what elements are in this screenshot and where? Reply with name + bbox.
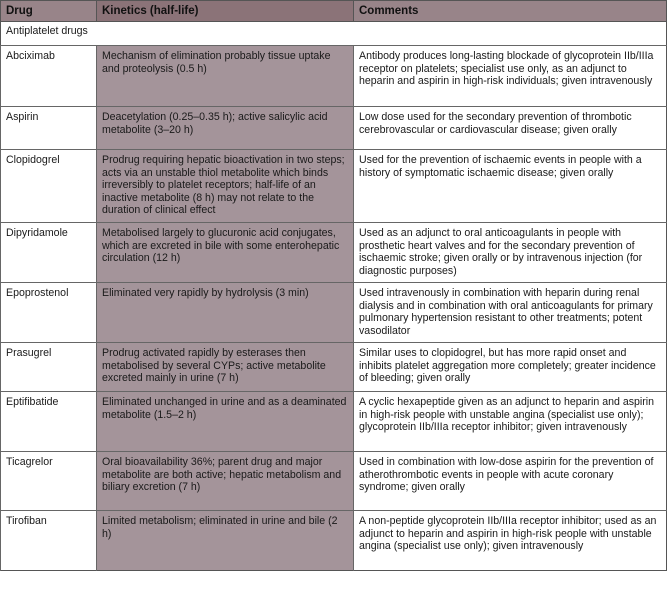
drug-name: Epoprostenol [1,283,97,343]
drug-name: Aspirin [1,107,97,150]
kinetics-cell: Mechanism of elimination probably tissue uptake and proteolysis (0.5 h) [97,46,354,107]
kinetics-cell: Prodrug requiring hepatic bioactivation in two steps; acts via an unstable thiol metabolite which binds irreversibly to platelet receptors; half-life of an inactive metabolite (8 h) may not relate to the duration of clinical effect [97,150,354,223]
kinetics-cell: Eliminated unchanged in urine and as a deaminated metabolite (1.5–2 h) [97,392,354,452]
comments-cell: A cyclic hexapeptide given as an adjunct to heparin and aspirin in high-risk people with unstable angina (specialist use only); glycoprotein IIb/IIIa receptor inhibitor; given intravenously [354,392,667,452]
drug-name: Clopidogrel [1,150,97,223]
table-row [1,107,667,150]
drug-name: Tirofiban [1,511,97,571]
comments-cell: Antibody produces long-lasting blockade of glycoprotein IIb/IIIa receptor on platelets; specialist use only, as an adjunct to heparin and aspirin in high-risk individuals; given intravenously [354,46,667,107]
drug-name: Dipyridamole [1,223,97,283]
drug-name: Prasugrel [1,343,97,392]
table-row [1,511,667,571]
comments-cell: Low dose used for the secondary prevention of thrombotic cerebrovascular or cardiovascular disease; given orally [354,107,667,150]
category-row [1,22,667,46]
table-row [1,150,667,223]
kinetics-cell: Metabolised largely to glucuronic acid conjugates, which are excreted in bile with some enterohepatic circulation (12 h) [97,223,354,283]
kinetics-cell: Deacetylation (0.25–0.35 h); active salicylic acid metabolite (3–20 h) [97,107,354,150]
kinetics-cell: Prodrug activated rapidly by esterases then metabolised by several CYPs; active metabolite excreted mainly in urine (7 h) [97,343,354,392]
comments-cell: Used as an adjunct to oral anticoagulants in people with prosthetic heart valves and for the secondary prevention of ischaemic stroke; given orally or by intravenous injection (for diagnostic purposes) [354,223,667,283]
comments-cell: Similar uses to clopidogrel, but has more rapid onset and inhibits platelet aggregation more completely; greater incidence of bleeding; given orally [354,343,667,392]
table-row [1,223,667,283]
comments-cell: A non-peptide glycoprotein IIb/IIIa receptor inhibitor; used as an adjunct to heparin and aspirin in high-risk people with unstable angina (specialist use only); given intravenously [354,511,667,571]
kinetics-cell: Oral bioavailability 36%; parent drug and major metabolite are both active; hepatic metabolism and biliary excretion (7 h) [97,452,354,511]
kinetics-cell: Eliminated very rapidly by hydrolysis (3 min) [97,283,354,343]
comments-cell: Used in combination with low-dose aspirin for the prevention of atherothrombotic events in people with acute coronary syndrome; given orally [354,452,667,511]
header-kinetics: Kinetics (half-life) [97,1,354,22]
drug-name: Eptifibatide [1,392,97,452]
header-drug: Drug [1,1,97,22]
kinetics-cell: Limited metabolism; eliminated in urine and bile (2 h) [97,511,354,571]
drug-name: Abciximab [1,46,97,107]
table-row [1,46,667,107]
drug-name: Ticagrelor [1,452,97,511]
table-row [1,452,667,511]
table-row [1,283,667,343]
header-row [1,1,667,22]
table-row [1,343,667,392]
header-comments: Comments [354,1,667,22]
category-label: Antiplatelet drugs [1,22,667,46]
comments-cell: Used for the prevention of ischaemic events in people with a history of symptomatic ischaemic disease; given orally [354,150,667,223]
comments-cell: Used intravenously in combination with heparin during renal dialysis and in combination with oral anticoagulants for primary pulmonary hypertension resistant to other treatments; potent vasodilator [354,283,667,343]
table-row [1,392,667,452]
